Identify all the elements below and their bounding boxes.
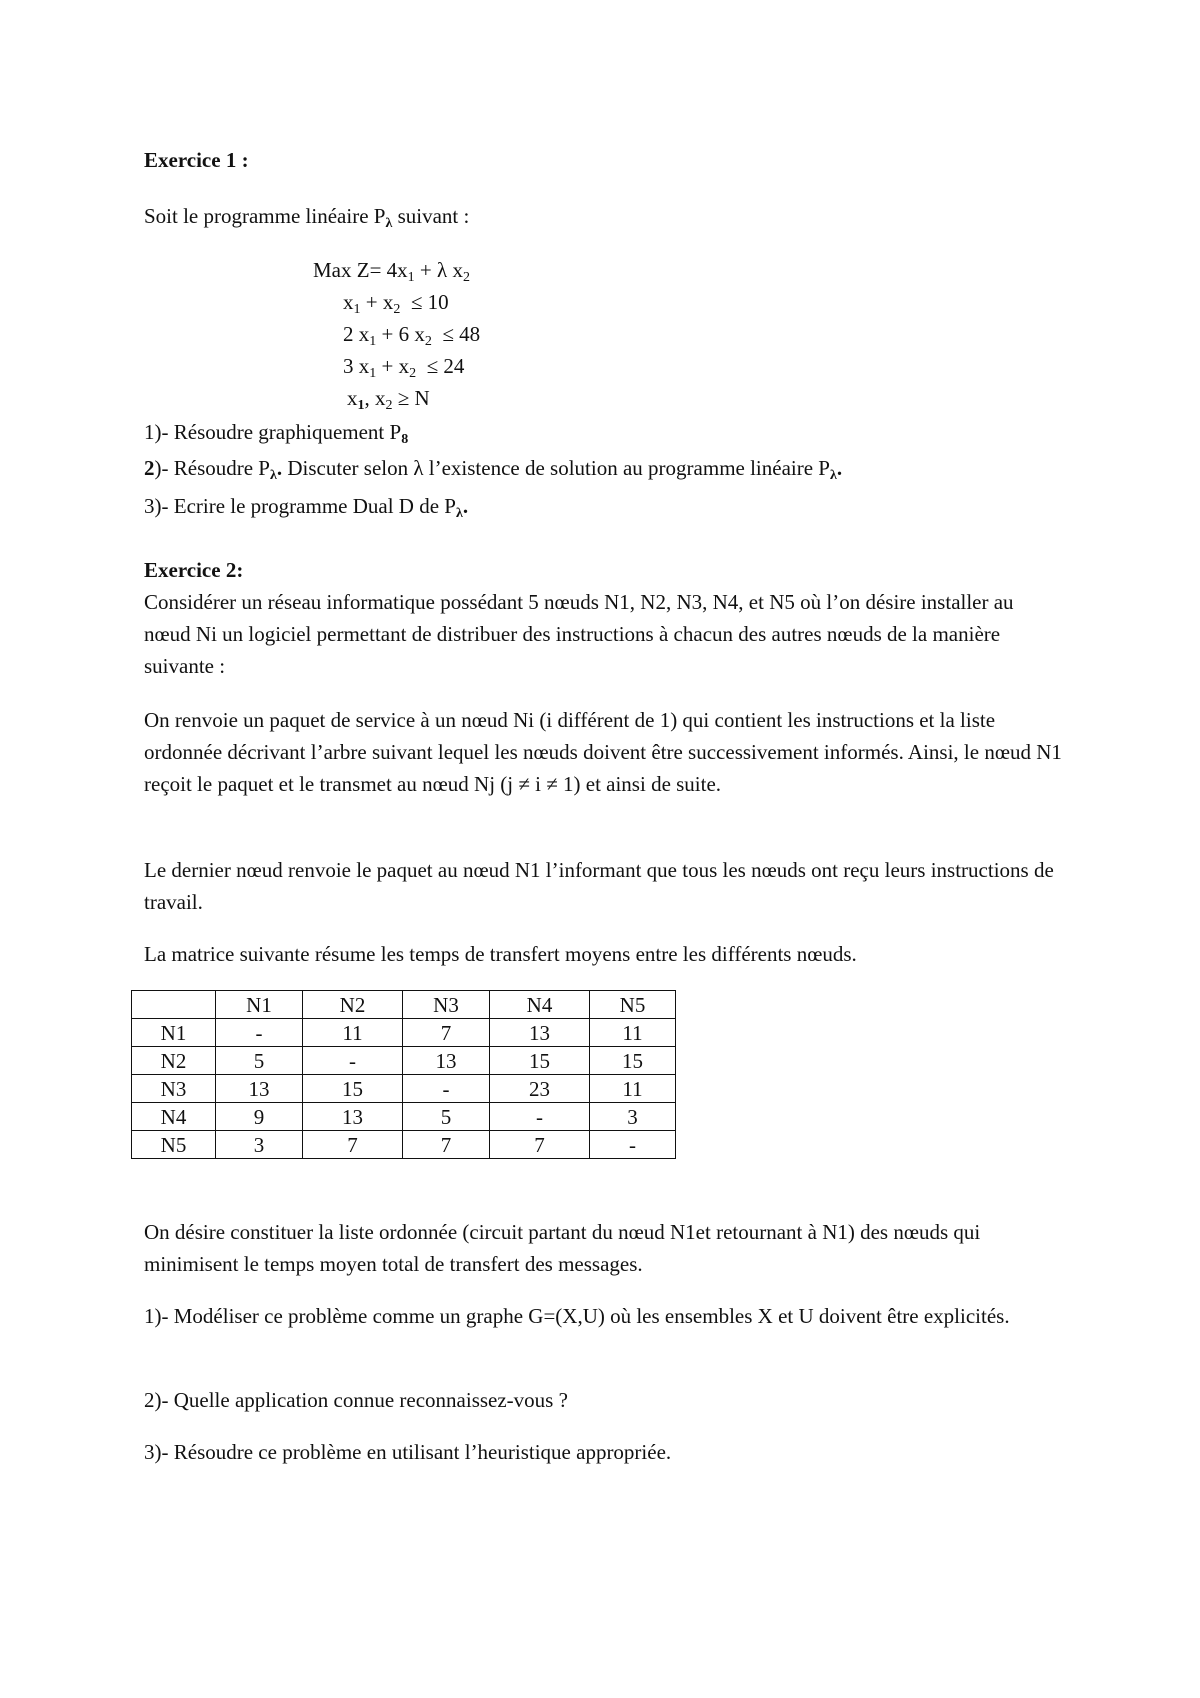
table-row: [132, 1019, 676, 1047]
table-header-cell: N2: [303, 991, 403, 1019]
exercise-2-paragraph-5: On désire constituer la liste ordonnée (circuit partant du nœud N1et retournant à N1) des nœuds qui minimisent le temps moyen total de transfert des messages.: [144, 1220, 981, 1276]
table-cell: 13: [403, 1047, 490, 1075]
table-cell: 3: [590, 1103, 676, 1131]
exercise-2-question-1: 1)- Modéliser ce problème comme un graphe G=(X,U) où les ensembles X et U doivent être explicités.: [144, 1304, 1010, 1328]
table-cell: 7: [403, 1131, 490, 1159]
table-cell: 11: [590, 1075, 676, 1103]
table-cell: -: [216, 1019, 303, 1047]
table-cell: 9: [216, 1103, 303, 1131]
table-cell: -: [403, 1075, 490, 1103]
table-row-label: N4: [132, 1103, 216, 1131]
table-cell: 15: [590, 1047, 676, 1075]
table-header-cell: N4: [490, 991, 590, 1019]
table-cell: 5: [216, 1047, 303, 1075]
exercise-2-paragraph-2: On renvoie un paquet de service à un nœud Ni (i différent de 1) qui contient les instructions et la liste ordonnée décrivant l’arbre suivant lequel les nœuds doivent être successivement informés. Ainsi, le nœud N1 reçoit le paquet et le transmet au nœud Nj (j ≠ i ≠ 1) et ainsi de suite.: [144, 708, 1062, 796]
table-row: [132, 1047, 676, 1075]
exercise-2-paragraph-1: Considérer un réseau informatique possédant 5 nœuds N1, N2, N3, N4, et N5 où l’on désire installer au nœud Ni un logiciel permettant de distribuer des instructions à chacun des autres nœuds de la manière suivante :: [144, 590, 1014, 678]
objective-function: Max $Z= 4x_1 + \lambda$ $x_2$: [313, 258, 470, 285]
transfer-time-matrix: [131, 990, 676, 1159]
table-cell: 13: [303, 1103, 403, 1131]
exercise-2-question-2: 2)- Quelle application connue reconnaissez-vous ?: [144, 1388, 568, 1412]
exercise-1-question-3: 3)- Ecrire le programme Dual D de $P_\lambda$.: [144, 494, 469, 521]
table-cell: 11: [590, 1019, 676, 1047]
constraint-1: $x_1 + x_2 \le 10$: [343, 290, 449, 317]
table-cell: 11: [303, 1019, 403, 1047]
table-row-label: N5: [132, 1131, 216, 1159]
table-header-cell: N5: [590, 991, 676, 1019]
constraint-2: 2 $x_1 + 6$ $x_2 \le 48$: [343, 322, 481, 349]
exercise-2-title: Exercice 2:: [144, 558, 244, 582]
table-row: [132, 1075, 676, 1103]
exercise-1-title: Exercice 1 :: [144, 148, 249, 172]
table-header-cell: N3: [403, 991, 490, 1019]
table-cell: 15: [303, 1075, 403, 1103]
exercise-2-paragraph-4: La matrice suivante résume les temps de transfert moyens entre les différents nœuds.: [144, 942, 857, 966]
table-cell: -: [303, 1047, 403, 1075]
table-cell: 13: [216, 1075, 303, 1103]
exercise-2-paragraph-3: Le dernier nœud renvoie le paquet au nœud N1 l’informant que tous les nœuds ont reçu leurs instructions de travail.: [144, 858, 1054, 914]
constraint-4: $x_1$, $x_2 \ge N$: [347, 386, 430, 413]
table-cell: 15: [490, 1047, 590, 1075]
table-cell: 7: [490, 1131, 590, 1159]
table-cell: 7: [303, 1131, 403, 1159]
exercise-1-question-2: 2)- Résoudre $P_\lambda$. Discuter selon λ l’existence de solution au programme linéaire $P_\lambda$.: [144, 456, 843, 483]
table-header-cell: N1: [216, 991, 303, 1019]
table-row-label: N2: [132, 1047, 216, 1075]
table-cell: 3: [216, 1131, 303, 1159]
table-cell: 23: [490, 1075, 590, 1103]
table-row: [132, 1131, 676, 1159]
table-header-cell: [132, 991, 216, 1019]
table-cell: 5: [403, 1103, 490, 1131]
exercise-1-intro: Soit le programme linéaire $P_\lambda$ suivant :: [144, 204, 470, 231]
table-row: [132, 1103, 676, 1131]
table-row-label: N1: [132, 1019, 216, 1047]
table-cell: 13: [490, 1019, 590, 1047]
table-cell: 7: [403, 1019, 490, 1047]
table-header-row: [132, 991, 676, 1019]
constraint-3: 3 $x_1 + x_2 \le 24$: [343, 354, 465, 381]
table-cell: -: [490, 1103, 590, 1131]
table-row-label: N3: [132, 1075, 216, 1103]
exercise-2-question-3: 3)- Résoudre ce problème en utilisant l’heuristique appropriée.: [144, 1440, 672, 1464]
exercise-1-question-1: 1)- Résoudre graphiquement $P_8$: [144, 420, 409, 447]
table-cell: -: [590, 1131, 676, 1159]
